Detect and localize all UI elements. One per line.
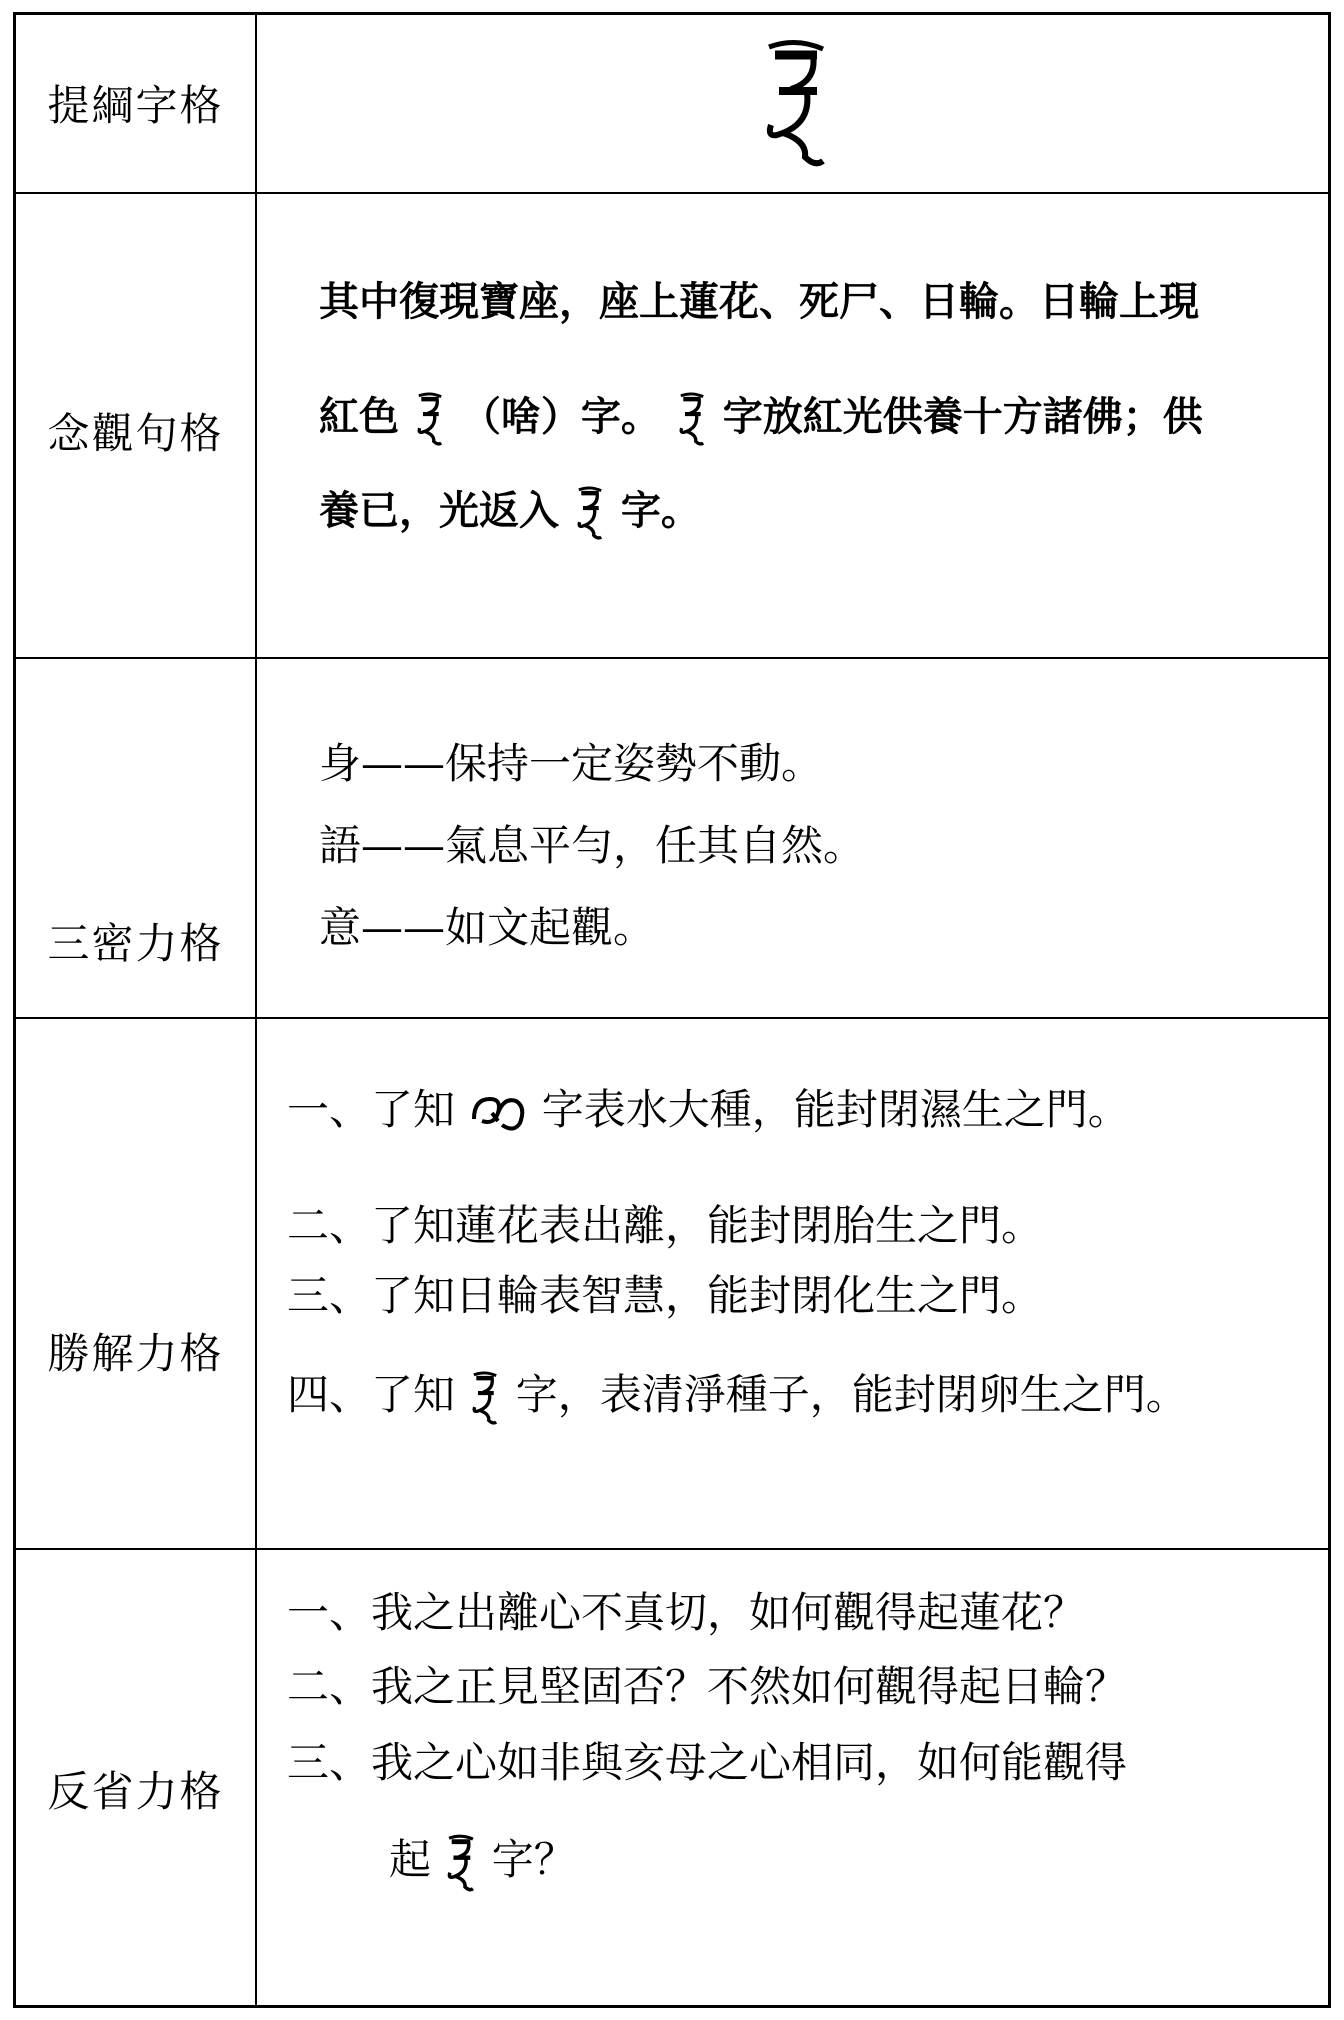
recite-text: 字放紅光供養十方諸佛；供 (722, 394, 1203, 440)
insight-text: 字，表清淨種子，能封閉卵生之門。 (515, 1370, 1188, 1419)
row-label-three-secrets: 三密力格 (47, 919, 224, 968)
reflect-line-4 (389, 1832, 576, 1894)
insight-text: 字表水大種，能封閉濕生之門。 (541, 1085, 1130, 1134)
insight-line-3: 三、了知日輪表智慧，能封閉化生之門。 (287, 1271, 1044, 1320)
hri-seed-syllable-icon (761, 33, 831, 173)
recite-cell (257, 194, 1328, 657)
row-label-insight: 勝解力格 (47, 1329, 224, 1378)
three-line-3: 意——如文起觀。 (319, 903, 656, 952)
recite-text: 養已，光返入 (319, 488, 559, 534)
recite-text: 字。 (620, 488, 701, 534)
recite-text: （啥）字。 (460, 394, 661, 440)
hri-seed-syllable-icon (573, 484, 607, 542)
hri-seed-syllable-icon (444, 1832, 478, 1894)
reflect-line-2: 二、我之正見堅固否？不然如何觀得起日輪？ (287, 1662, 1128, 1711)
three-secrets-cell (257, 659, 1328, 1017)
row-label-recite: 念觀句格 (47, 409, 224, 458)
reflect-line-3: 三、我之心如非與亥母之心相同，如何能觀得 (287, 1738, 1128, 1787)
practice-table (13, 12, 1331, 2008)
row-label-reflection: 反省力格 (47, 1767, 224, 1816)
row-label-title: 提綱字格 (47, 81, 224, 130)
hri-seed-syllable-icon (413, 390, 447, 448)
insight-text: 四、了知 (287, 1370, 456, 1419)
hri-seed-syllable-icon (675, 390, 709, 448)
insight-text: 一、了知 (287, 1085, 456, 1134)
recite-line-3 (319, 484, 701, 542)
insight-line-2: 二、了知蓮花表出離，能封閉胎生之門。 (287, 1201, 1044, 1250)
reflect-line-1: 一、我之出離心不真切，如何觀得起蓮花？ (287, 1588, 1086, 1637)
recite-line-2 (319, 390, 1203, 448)
recite-text: 紅色 (319, 394, 399, 440)
reflect-text: 字？ (491, 1835, 576, 1884)
title-cell (257, 15, 1328, 192)
vam-seed-syllable-icon (468, 1089, 528, 1137)
three-line-2: 語——氣息平勻，任其自然。 (319, 821, 866, 870)
three-line-1: 身——保持一定姿勢不動。 (319, 739, 824, 788)
reflect-text: 起 (389, 1835, 432, 1884)
insight-line-4 (287, 1369, 1188, 1427)
recite-line-1: 其中復現寶座，座上蓮花、死尸、日輪。日輪上現 (319, 279, 1199, 325)
reflection-cell (257, 1550, 1328, 2008)
insight-line-1 (287, 1085, 1130, 1137)
insight-cell (257, 1019, 1328, 1548)
hri-seed-syllable-icon (468, 1369, 502, 1427)
